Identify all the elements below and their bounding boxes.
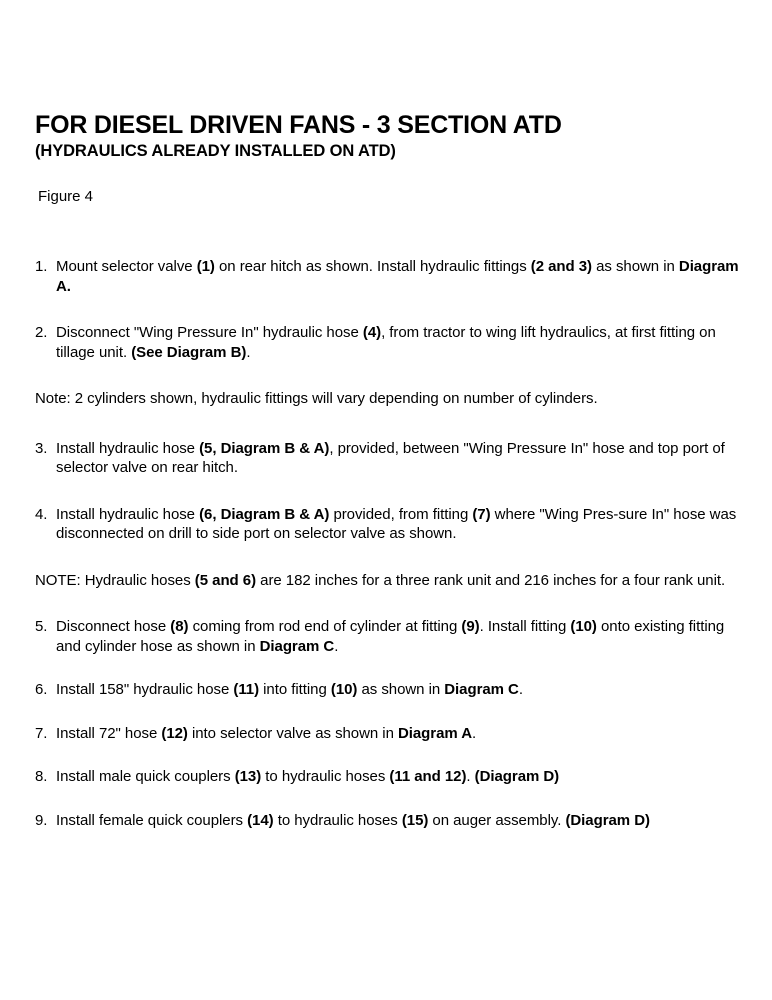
step-number: 6. [35,681,48,699]
plain-text: Disconnect "Wing Pressure In" hydraulic hose [56,324,363,342]
plain-text: coming from rod end of cylinder at fitting [188,618,462,636]
instruction-step [35,439,753,478]
emphasis-text: Diagram A. [56,258,739,295]
plain-text: Note: 2 cylinders shown, hydraulic fittings will vary depending on number of cylinders. [35,390,598,408]
emphasis-text: (10) [330,681,358,699]
plain-text: provided, from fitting [329,505,473,523]
plain-text: . [472,724,477,742]
emphasis-text: (1) [196,258,215,276]
step-number: 2. [35,324,48,342]
plain-text: into selector valve as shown in [187,724,398,742]
step-text [56,258,739,295]
step-number: 8. [35,768,48,786]
plain-text: NOTE: Hydraulic hoses [35,571,195,589]
step-text [56,725,476,742]
instruction-step [35,811,753,831]
step-number: 7. [35,724,48,742]
emphasis-text: (8) [170,618,189,636]
plain-text: . [334,637,339,655]
step-text [35,572,725,589]
plain-text: into fitting [259,681,331,699]
step-text [35,390,598,407]
step-number: 4. [35,505,48,523]
plain-text: , from tractor to wing lift hydraulics, at first fitting on tillage unit. [56,324,716,361]
step-text [56,324,716,361]
step-text [56,618,724,655]
instruction-step [35,617,753,656]
plain-text: to hydraulic hoses [261,768,390,786]
step-number: 3. [35,439,48,457]
emphasis-text: (5 and 6) [194,571,257,589]
plain-text: as shown in [357,681,445,699]
plain-text: Install hydraulic hose [56,505,200,523]
plain-text: Install male quick couplers [56,768,235,786]
instruction-step [35,724,753,744]
emphasis-text: Diagram A [397,724,472,742]
step-number: 5. [35,618,48,636]
step-number: 1. [35,258,48,276]
plain-text: to hydraulic hoses [273,811,402,829]
plain-text: Disconnect hose [56,618,171,636]
plain-text: as shown in [592,258,679,276]
plain-text: on rear hitch as shown. Install hydraulic fittings [214,258,531,276]
step-text [56,812,650,829]
plain-text: Install hydraulic hose [56,439,200,457]
emphasis-text: (See Diagram B) [131,343,247,361]
plain-text: where "Wing Pres-sure In" hose was disconnected on drill to side port on selector valve as shown. [56,505,737,543]
plain-text: on auger assembly. [428,811,566,829]
emphasis-text: (2 and 3) [530,258,592,276]
emphasis-text: (15) [401,811,429,829]
plain-text: are 182 inches for a three rank unit and 216 inches for a four rank unit. [256,571,726,589]
instruction-step [35,323,753,362]
emphasis-text: (Diagram D) [474,768,560,786]
instruction-note [35,571,732,591]
emphasis-text: Diagram C [259,637,335,655]
emphasis-text: (11 and 12) [389,768,467,786]
emphasis-text: (10) [570,618,597,636]
plain-text: Install 72" hose [56,724,162,742]
emphasis-text: (5, Diagram B & A) [199,439,330,457]
emphasis-text: (4) [362,324,382,342]
plain-text: . [246,343,251,361]
step-text [56,506,736,543]
instruction-step [35,505,753,544]
instruction-step [35,767,753,787]
plain-text: . Install fitting [479,618,571,636]
plain-text: Install female quick couplers [56,811,248,829]
instruction-step [35,680,753,700]
step-text [56,681,523,698]
emphasis-text: (14) [247,811,274,829]
plain-text: onto existing fitting and cylinder hose as shown in [56,618,725,655]
plain-text: Install 158" hydraulic hose [56,681,234,699]
document-content [35,0,739,849]
emphasis-text: (12) [161,724,188,742]
emphasis-text: (Diagram D) [565,811,650,829]
step-text [56,440,725,477]
plain-text: , provided, between "Wing Pressure In" hose and top port of selector valve on rear hitch. [56,439,725,477]
page-subtitle: (HYDRAULICS ALREADY INSTALLED ON ATD) [35,142,396,160]
emphasis-text: Diagram C [444,681,519,699]
plain-text: . [518,681,523,699]
emphasis-text: (13) [234,768,262,786]
page-title: FOR DIESEL DRIVEN FANS - 3 SECTION ATD [35,111,562,139]
step-number: 9. [35,811,48,829]
instruction-note [35,389,732,409]
emphasis-text: (9) [461,618,480,636]
plain-text: . [466,768,475,786]
instruction-list [35,205,739,830]
instruction-step [35,257,753,296]
emphasis-text: (6, Diagram B & A) [199,505,330,523]
plain-text: Mount selector valve [56,258,197,276]
step-text [56,768,559,785]
emphasis-text: (7) [472,505,491,523]
emphasis-text: (11) [233,681,260,699]
figure-caption: Figure 4 [38,188,94,206]
